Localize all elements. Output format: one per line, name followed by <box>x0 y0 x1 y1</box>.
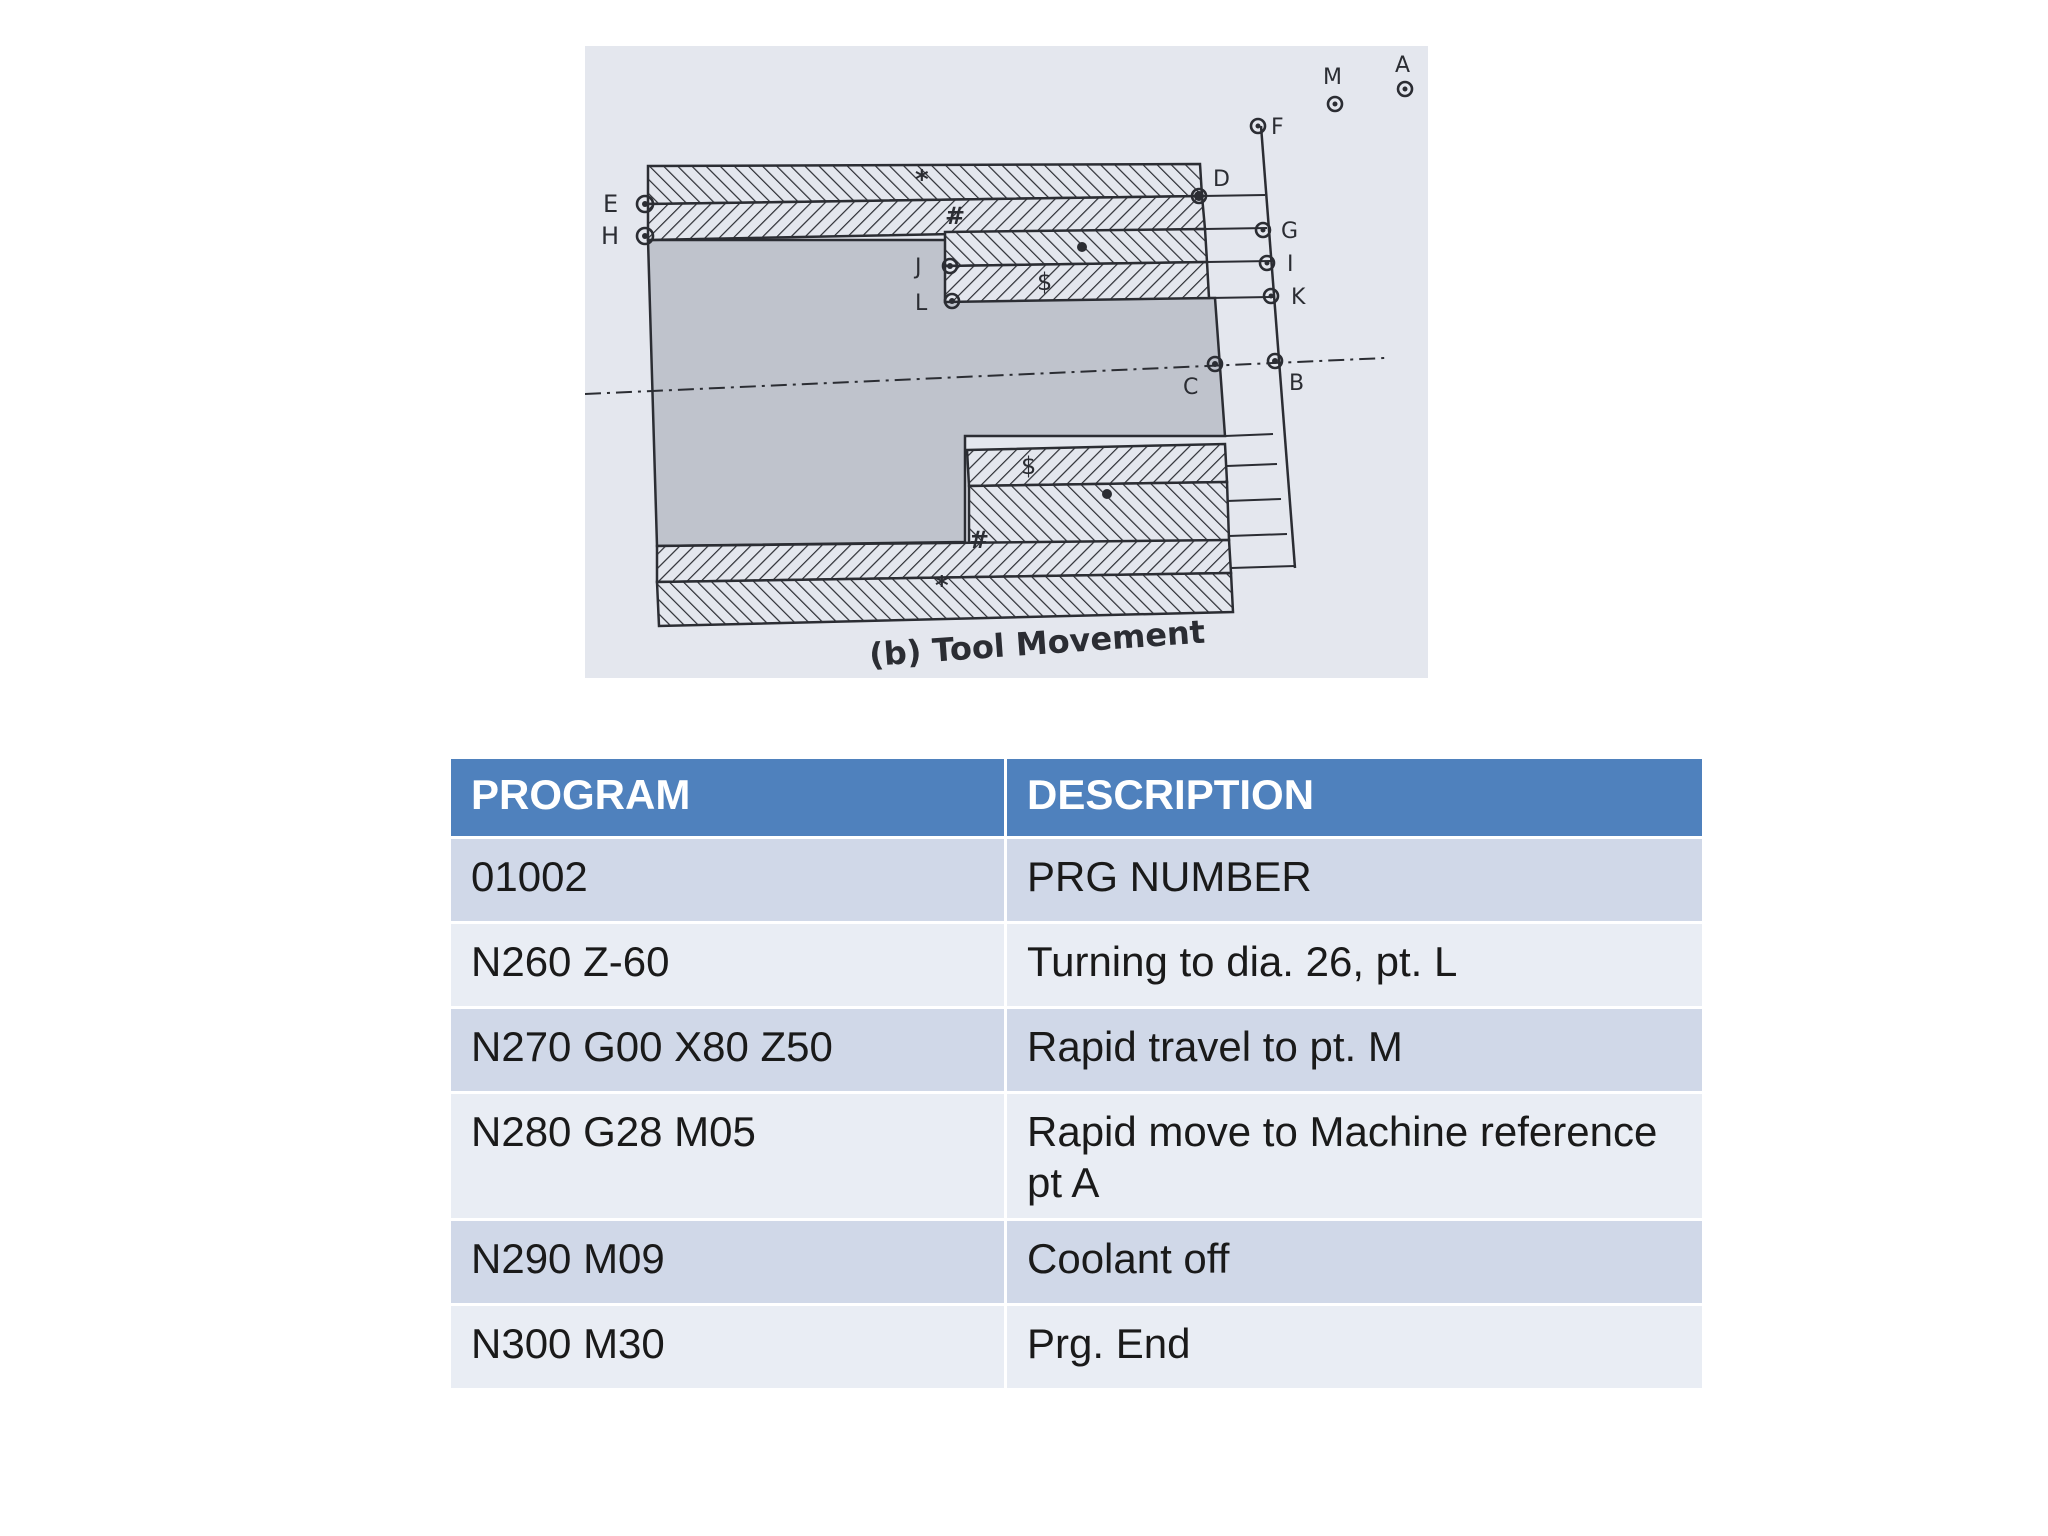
cell-program: 01002 <box>450 838 1006 923</box>
cell-program: N280 G28 M05 <box>450 1093 1006 1220</box>
marker-hash-top: # <box>945 202 966 230</box>
grid-line <box>1205 228 1267 229</box>
tool-movement-figure <box>585 46 1428 678</box>
header-description: DESCRIPTION <box>1006 758 1704 838</box>
header-program: PROGRAM <box>450 758 1006 838</box>
cell-program: N290 M09 <box>450 1220 1006 1305</box>
label-j: J <box>915 255 922 280</box>
table-row <box>450 923 1704 1008</box>
cell-program: N260 Z-60 <box>450 923 1006 1008</box>
label-c: C <box>1183 375 1199 400</box>
tool-path-vertical <box>1261 126 1295 568</box>
label-b: B <box>1289 371 1305 396</box>
label-h: H <box>601 222 620 250</box>
grid-line <box>1227 464 1277 466</box>
top-step-2 <box>945 262 1209 302</box>
grid-line <box>1225 434 1273 436</box>
grid-line <box>1227 499 1281 501</box>
table-row <box>450 1305 1704 1390</box>
cell-description: Rapid travel to pt. M <box>1006 1008 1704 1093</box>
label-a: A <box>1395 53 1411 78</box>
label-l: L <box>915 291 928 316</box>
cell-description: PRG NUMBER <box>1006 838 1704 923</box>
cell-program: N300 M30 <box>450 1305 1006 1390</box>
layer-dot-top <box>1077 242 1087 252</box>
marker-dollar-top: $ <box>1037 268 1053 296</box>
table-header-row <box>450 758 1704 838</box>
bottom-step-1 <box>967 444 1227 486</box>
cell-program: N270 G00 X80 Z50 <box>450 1008 1006 1093</box>
label-e: E <box>603 190 619 218</box>
tool-movement-diagram <box>585 46 1428 678</box>
marker-star-top: * <box>915 165 929 195</box>
bottom-step-2 <box>969 482 1229 546</box>
cell-description: Prg. End <box>1006 1305 1704 1390</box>
grid-line <box>1231 566 1295 568</box>
grid-line <box>1202 195 1265 196</box>
cell-description: Coolant off <box>1006 1220 1704 1305</box>
table-row <box>450 1093 1704 1220</box>
label-d: D <box>1213 167 1230 192</box>
table-row <box>450 838 1704 923</box>
figure-caption: (b) Tool Movement <box>867 612 1207 674</box>
layer-dot-bottom <box>1102 489 1112 499</box>
marker-dollar-bottom: $ <box>1021 452 1037 480</box>
label-g: G <box>1281 219 1299 244</box>
cell-description: Turning to dia. 26, pt. L <box>1006 923 1704 1008</box>
label-i: I <box>1287 252 1294 277</box>
table-row <box>450 1008 1704 1093</box>
label-m: M <box>1323 65 1342 90</box>
marker-hash-bottom: # <box>969 526 990 554</box>
table-row <box>450 1220 1704 1305</box>
program-table <box>448 756 1705 1391</box>
cell-description: Rapid move to Machine reference pt A <box>1006 1093 1704 1220</box>
program-table-container <box>448 756 1702 1391</box>
marker-star-bottom: * <box>935 571 949 601</box>
top-step-1 <box>945 229 1207 266</box>
label-f: F <box>1271 115 1284 140</box>
grid-line <box>1229 534 1287 536</box>
label-k: K <box>1291 285 1306 310</box>
